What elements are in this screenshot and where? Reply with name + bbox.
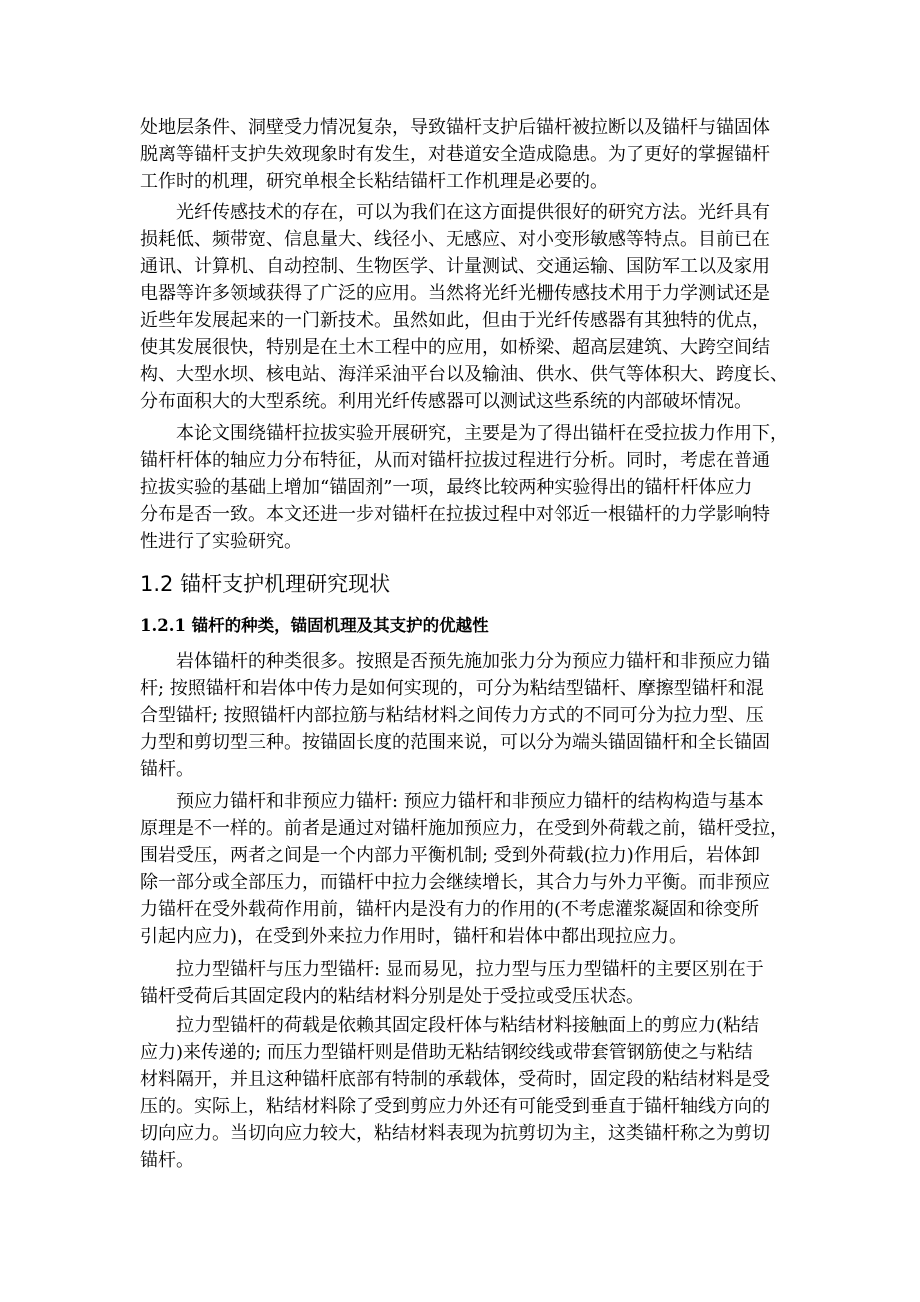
text-line: 切向应力。当切向应力较大，粘结材料表现为抗剪切为主，这类锚杆称之为剪切 — [140, 1123, 770, 1144]
text-line: 压的。实际上，粘结材料除了受到剪应力外还有可能受到垂直于锚杆轴线方向的 — [140, 1096, 770, 1117]
text-line: 锚杆杆体的轴应力分布特征，从而对锚杆拉拔过程进行分析。同时，考虑在普通 — [140, 450, 770, 471]
text-line: 损耗低、频带宽、信息量大、线径小、无感应、对小变形敏感等特点。目前已在 — [140, 229, 770, 250]
text-line: 分布是否一致。本文还进一步对锚杆在拉拔过程中对邻近一根锚杆的力学影响特 — [140, 504, 770, 525]
text-line: 引起内应力)，在受到外来拉力作用时，锚杆和岩体中都出现拉应力。 — [140, 926, 688, 947]
paragraph-anchor-types — [140, 648, 790, 783]
paragraph-tension-compression — [140, 956, 790, 1010]
text-line: 杆; 按照锚杆和岩体中传力是如何实现的，可分为粘结型锚杆、摩擦型锚杆和混 — [140, 678, 764, 699]
text-line: 性进行了实验研究。 — [140, 531, 302, 552]
text-line: 处地层条件、洞壁受力情况复杂，导致锚杆支护后锚杆被拉断以及锚杆与锚固体 — [140, 117, 770, 138]
paragraph-load-transfer — [140, 1012, 790, 1174]
text-line: 岩体锚杆的种类很多。按照是否预先施加张力分为预应力锚杆和非预应力锚 — [140, 651, 770, 672]
section-heading: 1.2 锚杆支护机理研究现状 — [140, 572, 391, 596]
text-line: 合型锚杆; 按照锚杆内部拉筋与粘结材料之间传力方式的不同可分为拉力型、压 — [140, 705, 764, 726]
text-line: 原理是不一样的。前者是通过对锚杆施加预应力，在受到外荷载之前，锚杆受拉， — [140, 818, 788, 839]
text-line: 锚杆。 — [140, 1150, 194, 1171]
text-line: 预应力锚杆和非预应力锚杆: 预应力锚杆和非预应力锚杆的结构构造与基本 — [140, 791, 764, 812]
text-line: 工作时的机理，研究单根全长粘结锚杆工作机理是必要的。 — [140, 171, 608, 192]
text-line: 使其发展很快，特别是在土木工程中的应用，如桥梁、超高层建筑、大跨空间结 — [140, 337, 770, 358]
text-line: 锚杆受荷后其固定段内的粘结材料分别是处于受拉或受压状态。 — [140, 986, 644, 1007]
text-line: 拉力型锚杆与压力型锚杆: 显而易见，拉力型与压力型锚杆的主要区别在于 — [140, 959, 764, 980]
text-line: 脱离等锚杆支护失效现象时有发生，对巷道安全造成隐患。为了更好的掌握锚杆 — [140, 144, 770, 165]
text-line: 电器等许多领域获得了广泛的应用。当然将光纤光栅传感技术用于力学测试还是 — [140, 283, 770, 304]
text-line: 构、大型水坝、核电站、海洋采油平台以及输油、供水、供气等体积大、跨度长、 — [140, 364, 788, 385]
text-line: 应力)来传递的; 而压力型锚杆则是借助无粘结钢绞线或带套管钢筋使之与粘结 — [140, 1042, 753, 1063]
text-line: 围岩受压，两者之间是一个内部力平衡机制; 受到外荷载(拉力)作用后，岩体卸 — [140, 845, 760, 866]
text-line: 力锚杆在受外载荷作用前，锚杆内是没有力的作用的(不考虑灌浆凝固和徐变所 — [140, 899, 760, 920]
text-line: 除一部分或全部压力，而锚杆中拉力会继续增长，其合力与外力平衡。而非预应 — [140, 872, 770, 893]
paragraph-thesis-scope — [140, 420, 790, 555]
text-line: 光纤传感技术的存在，可以为我们在这方面提供很好的研究方法。光纤具有 — [140, 202, 770, 223]
text-line: 本论文围绕锚杆拉拔实验开展研究，主要是为了得出锚杆在受拉拔力作用下， — [140, 423, 788, 444]
text-line: 材料隔开，并且这种锚杆底部有特制的承载体，受荷时，固定段的粘结材料是受 — [140, 1069, 770, 1090]
paragraph-intro-continued — [140, 114, 790, 195]
text-line: 近些年发展起来的一门新技术。虽然如此，但由于光纤传感器有其独特的优点， — [140, 310, 770, 331]
text-line: 拉力型锚杆的荷载是依赖其固定段杆体与粘结材料接触面上的剪应力(粘结 — [140, 1015, 760, 1036]
text-line: 拉拔实验的基础上增加“锚固剂”一项，最终比较两种实验得出的锚杆杆体应力 — [140, 477, 753, 498]
text-line: 力型和剪切型三种。按锚固长度的范围来说，可以分为端头锚固锚杆和全长锚固 — [140, 732, 770, 753]
text-line: 分布面积大的大型系统。利用光纤传感器可以测试这些系统的内部破坏情况。 — [140, 391, 752, 412]
subsection-heading: 1.2.1 锚杆的种类，锚固机理及其支护的优越性 — [140, 616, 489, 635]
text-line: 锚杆。 — [140, 759, 194, 780]
text-line: 通讯、计算机、自动控制、生物医学、计量测试、交通运输、国防军工以及家用 — [140, 256, 770, 277]
paragraph-prestressed — [140, 788, 790, 950]
paragraph-fiber-sensing — [140, 199, 790, 415]
